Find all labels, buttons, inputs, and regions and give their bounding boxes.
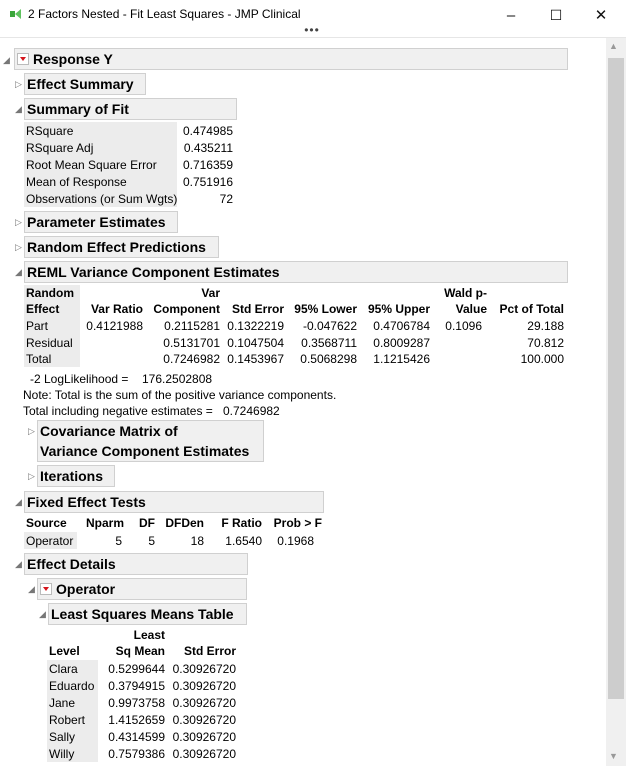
column-header: Var bbox=[201, 286, 220, 300]
table-cell: 100.000 bbox=[520, 352, 564, 366]
column-header: Pct of Total bbox=[499, 302, 564, 316]
column-header: DFDen bbox=[165, 516, 204, 530]
outline-title: Least Squares Means Table bbox=[51, 606, 234, 622]
table-cell: Willy bbox=[49, 747, 75, 761]
column-header: 95% Lower bbox=[294, 302, 357, 316]
column-header: Level bbox=[49, 644, 80, 658]
table-cell: 0.1453967 bbox=[227, 352, 284, 366]
minimize-button[interactable]: – bbox=[506, 6, 516, 24]
table-cell: 1.6540 bbox=[225, 534, 262, 548]
outline-covariance-matrix[interactable] bbox=[37, 420, 264, 462]
outline-operator[interactable] bbox=[37, 578, 247, 600]
disclosure-closed-icon[interactable]: ▷ bbox=[15, 242, 22, 252]
outline-title: Parameter Estimates bbox=[27, 214, 166, 230]
fit-label: Observations (or Sum Wgts) bbox=[26, 192, 178, 206]
column-header: Prob > F bbox=[273, 516, 322, 530]
table-cell: 0.30926720 bbox=[172, 696, 236, 710]
disclosure-open-icon[interactable]: ◢ bbox=[15, 267, 22, 277]
table-cell: 5 bbox=[115, 534, 122, 548]
column-header: F Ratio bbox=[221, 516, 262, 530]
table-cell: 0.2115281 bbox=[164, 319, 220, 333]
reml-note: Note: Total is the sum of the positive variance components. bbox=[23, 388, 337, 402]
table-cell: 0.5131701 bbox=[163, 336, 220, 350]
disclosure-open-icon[interactable]: ◢ bbox=[28, 584, 35, 594]
fit-value: 0.435211 bbox=[183, 141, 233, 155]
outline-iterations[interactable] bbox=[37, 465, 115, 487]
table-cell: Clara bbox=[49, 662, 78, 676]
table-cell: 1.4152659 bbox=[108, 713, 165, 727]
outline-fixed-effect-tests[interactable] bbox=[24, 491, 324, 513]
disclosure-closed-icon[interactable]: ▷ bbox=[15, 217, 22, 227]
jmp-app-icon bbox=[10, 8, 22, 20]
scroll-down-arrow-icon[interactable]: ▼ bbox=[609, 751, 618, 761]
table-cell: 0.1096 bbox=[445, 319, 482, 333]
outline-title: Variance Component Estimates bbox=[40, 443, 250, 459]
column-header: Std Error bbox=[231, 302, 284, 316]
table-cell: 0.7579386 bbox=[108, 747, 165, 761]
table-cell: 0.30926720 bbox=[172, 747, 236, 761]
table-cell: 0.1322219 bbox=[227, 319, 284, 333]
table-cell: 5 bbox=[148, 534, 155, 548]
disclosure-closed-icon[interactable]: ▷ bbox=[15, 79, 22, 89]
column-header: Random bbox=[26, 286, 74, 300]
outline-effect-details[interactable] bbox=[24, 553, 248, 575]
disclosure-closed-icon[interactable]: ▷ bbox=[28, 426, 35, 436]
window-title: 2 Factors Nested - Fit Least Squares - JMP Clinical bbox=[28, 7, 301, 21]
table-cell: 0.30926720 bbox=[172, 662, 236, 676]
table-cell: 0.3794915 bbox=[108, 679, 165, 693]
table-cell: 0.9973758 bbox=[108, 696, 165, 710]
column-header: Nparm bbox=[85, 516, 124, 530]
fit-label: Mean of Response bbox=[26, 175, 127, 189]
disclosure-closed-icon[interactable]: ▷ bbox=[28, 471, 35, 481]
table-cell: 0.3568711 bbox=[301, 336, 357, 350]
fit-value: 0.751916 bbox=[182, 175, 233, 189]
fit-label: RSquare Adj bbox=[26, 141, 94, 155]
table-cell: 0.30926720 bbox=[172, 730, 236, 744]
divider bbox=[0, 37, 626, 38]
table-cell: 0.30926720 bbox=[172, 679, 236, 693]
outline-title: Iterations bbox=[40, 468, 104, 484]
disclosure-open-icon[interactable]: ◢ bbox=[15, 497, 22, 507]
outline-title: Fixed Effect Tests bbox=[27, 494, 146, 510]
table-cell: 29.188 bbox=[527, 319, 564, 333]
fit-label: Root Mean Square Error bbox=[26, 158, 157, 172]
table-cell: 0.4706784 bbox=[373, 319, 430, 333]
table-cell: -0.047622 bbox=[302, 319, 357, 333]
column-header: Component bbox=[153, 302, 220, 316]
outline-title: Covariance Matrix of bbox=[40, 423, 178, 439]
outline-reml-variance[interactable] bbox=[24, 261, 568, 283]
scroll-up-arrow-icon[interactable]: ▲ bbox=[609, 41, 618, 51]
column-header: Wald p- bbox=[444, 286, 487, 300]
disclosure-open-icon[interactable]: ◢ bbox=[15, 559, 22, 569]
outline-parameter-estimates[interactable] bbox=[24, 211, 178, 233]
column-header: Std Error bbox=[183, 644, 236, 658]
table-cell: 0.4121988 bbox=[86, 319, 143, 333]
outline-summary-of-fit[interactable] bbox=[24, 98, 237, 120]
table-cell: 0.5299644 bbox=[108, 662, 165, 676]
outline-title: Operator bbox=[56, 581, 116, 597]
table-cell: 18 bbox=[190, 534, 204, 548]
outline-title: Response Y bbox=[33, 51, 113, 67]
table-cell: Operator bbox=[26, 534, 74, 548]
outline-title: Effect Summary bbox=[27, 76, 134, 92]
column-header: Sq Mean bbox=[115, 644, 165, 658]
outline-title: Random Effect Predictions bbox=[27, 239, 206, 255]
loglikelihood-label: -2 LogLikelihood = bbox=[30, 372, 129, 386]
table-cell: 0.1047504 bbox=[227, 336, 284, 350]
table-cell: 70.812 bbox=[527, 336, 564, 350]
close-button[interactable]: ✕ bbox=[594, 7, 608, 24]
disclosure-open-icon[interactable]: ◢ bbox=[3, 55, 10, 65]
outline-title: Effect Details bbox=[27, 556, 116, 572]
table-cell: 0.4314599 bbox=[108, 730, 165, 744]
negative-estimates-label: Total including negative estimates = bbox=[23, 404, 213, 418]
table-cell: Jane bbox=[49, 696, 76, 710]
fit-value: 72 bbox=[219, 192, 233, 206]
column-header: 95% Upper bbox=[367, 302, 430, 316]
table-cell: 0.8009287 bbox=[373, 336, 430, 350]
outline-random-effect-predictions[interactable] bbox=[24, 236, 219, 258]
outline-title: Summary of Fit bbox=[27, 101, 129, 117]
table-cell: 1.1215426 bbox=[373, 352, 430, 366]
fit-value: 0.474985 bbox=[182, 124, 233, 138]
outline-ls-means-table[interactable] bbox=[48, 603, 247, 625]
table-cell: 0.30926720 bbox=[172, 713, 236, 727]
table-cell: Robert bbox=[49, 713, 86, 727]
negative-estimates-value: 0.7246982 bbox=[223, 404, 280, 418]
column-header: DF bbox=[139, 516, 155, 530]
table-cell: 0.1968 bbox=[277, 534, 314, 548]
outline-title: REML Variance Component Estimates bbox=[27, 264, 280, 280]
fit-label: RSquare bbox=[26, 124, 74, 138]
outline-effect-summary[interactable] bbox=[24, 73, 146, 95]
column-header: Effect bbox=[26, 302, 60, 316]
red-triangle-menu-icon[interactable] bbox=[40, 583, 52, 595]
column-header: Source bbox=[26, 516, 67, 530]
table-cell: Total bbox=[26, 352, 52, 366]
red-triangle-menu-icon[interactable] bbox=[17, 53, 29, 65]
fit-value: 0.716359 bbox=[182, 158, 233, 172]
table-cell: Part bbox=[26, 319, 49, 333]
column-header: Var Ratio bbox=[90, 302, 143, 316]
scrollbar-thumb[interactable] bbox=[608, 58, 624, 699]
table-cell: Eduardo bbox=[49, 679, 95, 693]
column-header: Least bbox=[133, 628, 165, 642]
table-cell: Sally bbox=[49, 730, 76, 744]
disclosure-open-icon[interactable]: ◢ bbox=[15, 104, 22, 114]
column-header: Value bbox=[455, 302, 487, 316]
maximize-button[interactable]: ☐ bbox=[549, 6, 563, 23]
table-cell: 0.7246982 bbox=[163, 352, 220, 366]
table-cell: 0.5068298 bbox=[300, 352, 357, 366]
table-cell: Residual bbox=[26, 336, 73, 350]
loglikelihood-value: 176.2502808 bbox=[142, 372, 213, 386]
disclosure-open-icon[interactable]: ◢ bbox=[39, 609, 46, 619]
outline-response-y[interactable] bbox=[14, 48, 568, 70]
overflow-menu-button[interactable]: ••• bbox=[304, 23, 320, 37]
